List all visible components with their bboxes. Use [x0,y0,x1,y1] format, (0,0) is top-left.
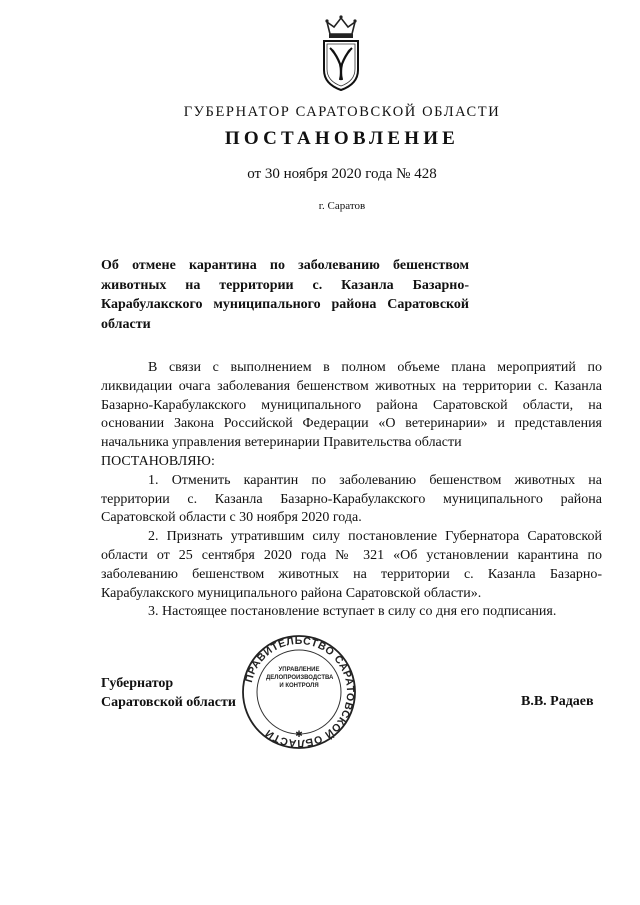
decree-item-1: 1. Отменить карантин по заболеванию бешенством животных на территории с. Казанла Базарно-Карабулакского муниципального района Саратовской области с 30 ноября 2020 года. [101,472,602,526]
decree-word: ПОСТАНОВЛЯЮ: [101,453,215,469]
svg-text:✱: ✱ [295,729,303,739]
coat-of-arms-emblem [318,14,364,92]
document-type-heading: ПОСТАНОВЛЕНИЕ [224,128,460,149]
stamp-inner-text [266,666,332,690]
document-title: Об отмене карантина по заболеванию бешенством животных на территории с. Казанла Базарно-Карабулакского муниципального района Саратовской области [101,258,469,332]
issuer-heading: ГУБЕРНАТОР САРАТОВСКОЙ ОБЛАСТИ [183,104,501,120]
document-body [101,359,602,622]
body-intro-paragraph: В связи с выполнением в полном объеме плана мероприятий по ликвидации очага заболевания бешенством животных на территории с. Казанла Базарно-Карабулакского муниципального района Саратовской области, на основании Закона Российской Федерации «О ветеринарии» и представления начальника управления ветеринарии Правительства области [101,360,602,451]
decree-item-3: 3. Настоящее постановление вступает в силу со дня его подписания. [148,604,557,620]
signatory-position [101,674,236,712]
stamp-line-1: УПРАВЛЕНИЕ [278,667,320,673]
signatory-name: В.В. Радаев [521,694,594,709]
stamp-line-2: ДЕЛОПРОИЗВОДСТВА [266,675,334,681]
signatory-position-line2: Саратовской области [101,695,236,710]
document-city: г. Саратов [318,200,366,212]
signatory-position-line1: Губернатор [101,676,174,691]
svg-text:ПРАВИТЕЛЬСТВО САРАТОВСКОЙ ОБЛА: ПРАВИТЕЛЬСТВО САРАТОВСКОЙ ОБЛАСТИ [243,634,357,750]
decree-item-2: 2. Признать утратившим силу постановление Губернатора Саратовской области от 25 сентября 2020 года № 321 «Об установлении карантина по заболеванию бешенством животных на территории с. Казанла Базарно-Карабулакского муниципального района Саратовской области». [101,529,602,601]
stamp-line-3: И КОНТРОЛЯ [279,683,319,689]
official-stamp [240,633,358,751]
document-date-number: от 30 ноября 2020 года № 428 [247,166,437,182]
